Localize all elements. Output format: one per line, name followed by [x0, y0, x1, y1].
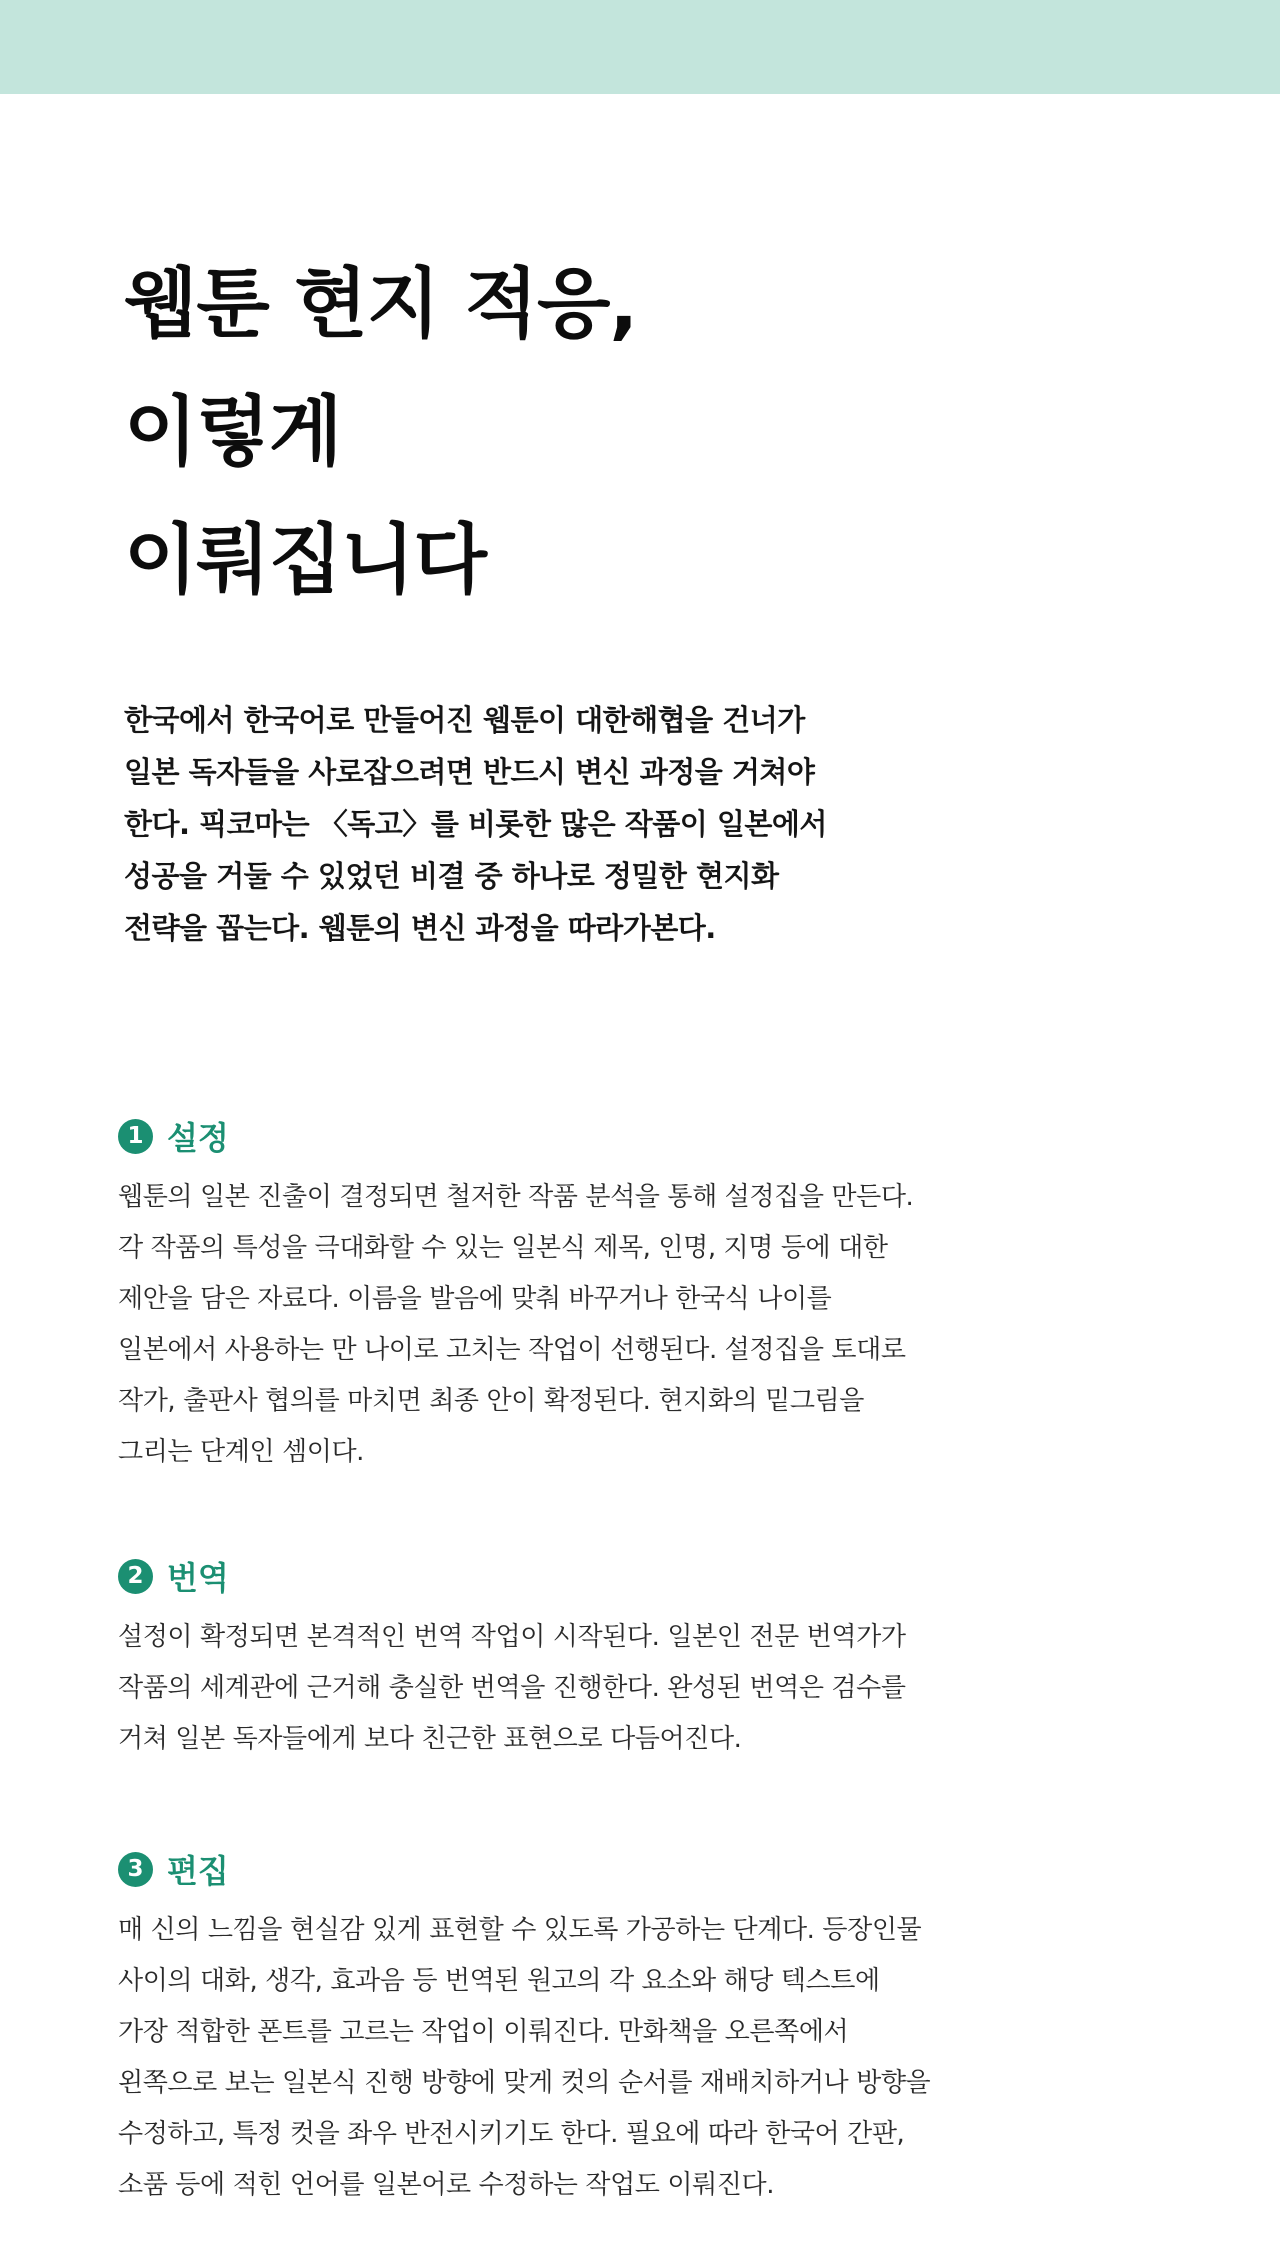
- body-line: 거쳐 일본 독자들에게 보다 친근한 표현으로 다듬어진다.: [118, 1724, 742, 1754]
- page-title: [124, 240, 637, 624]
- body-line: 그리는 단계인 셈이다.: [118, 1437, 365, 1467]
- intro-line: 전략을 꼽는다. 웹툰의 변신 과정을 따라가본다.: [124, 911, 716, 945]
- body-line: 작가, 출판사 협의를 마치면 최종 안이 확정된다. 현지화의 밑그림을: [118, 1386, 864, 1416]
- intro-line: 한국에서 한국어로 만들어진 웹툰이 대한해협을 건너가: [124, 703, 805, 737]
- section-heading: [118, 1552, 1158, 1600]
- section-editing: [118, 1845, 1158, 2211]
- section-heading-text: 편집: [167, 1852, 229, 1890]
- intro-line: 한다. 픽코마는 〈독고〉를 비롯한 많은 작품이 일본에서: [124, 807, 827, 841]
- intro-line: 성공을 거둘 수 있었던 비결 중 하나로 정밀한 현지화: [124, 859, 779, 893]
- section-heading-text: 설정: [167, 1119, 229, 1157]
- section-setting: [118, 1112, 1158, 1478]
- step-number-badge: 3: [118, 1852, 153, 1887]
- section-heading: [118, 1845, 1158, 1893]
- body-line: 제안을 담은 자료다. 이름을 발음에 맞춰 바꾸거나 한국식 나이를: [118, 1284, 832, 1314]
- section-body: [118, 1612, 1158, 1765]
- step-number-badge: 1: [118, 1119, 153, 1154]
- body-line: 각 작품의 특성을 극대화할 수 있는 일본식 제목, 인명, 지명 등에 대한: [118, 1233, 888, 1263]
- title-line: 이뤄집니다: [124, 515, 487, 604]
- intro-paragraph: [124, 694, 1024, 954]
- intro-line: 일본 독자들을 사로잡으려면 반드시 변신 과정을 거쳐야: [124, 755, 815, 789]
- body-line: 수정하고, 특정 컷을 좌우 반전시키기도 한다. 필요에 따라 한국어 간판,: [118, 2119, 905, 2149]
- body-line: 웹툰의 일본 진출이 결정되면 철저한 작품 분석을 통해 설정집을 만든다.: [118, 1182, 914, 1212]
- body-line: 소품 등에 적힌 언어를 일본어로 수정하는 작업도 이뤄진다.: [118, 2170, 775, 2200]
- body-line: 설정이 확정되면 본격적인 번역 작업이 시작된다. 일본인 전문 번역가가: [118, 1622, 906, 1652]
- body-line: 가장 적합한 폰트를 고르는 작업이 이뤄진다. 만화책을 오른쪽에서: [118, 2017, 849, 2047]
- section-heading-text: 번역: [167, 1559, 229, 1597]
- section-translation: [118, 1552, 1158, 1765]
- section-body: [118, 1905, 1158, 2211]
- title-line: 웹툰 현지 적응,: [124, 259, 638, 348]
- section-heading: [118, 1112, 1158, 1160]
- title-line: 이렇게: [124, 387, 342, 476]
- body-line: 왼쪽으로 보는 일본식 진행 방향에 맞게 컷의 순서를 재배치하거나 방향을: [118, 2068, 931, 2098]
- section-body: [118, 1172, 1158, 1478]
- step-number-badge: 2: [118, 1559, 153, 1594]
- top-color-band: [0, 0, 1280, 94]
- body-line: 일본에서 사용하는 만 나이로 고치는 작업이 선행된다. 설정집을 토대로: [118, 1335, 906, 1365]
- body-line: 매 신의 느낌을 현실감 있게 표현할 수 있도록 가공하는 단계다. 등장인물: [118, 1915, 922, 1945]
- body-line: 사이의 대화, 생각, 효과음 등 번역된 원고의 각 요소와 해당 텍스트에: [118, 1966, 880, 1996]
- body-line: 작품의 세계관에 근거해 충실한 번역을 진행한다. 완성된 번역은 검수를: [118, 1673, 906, 1703]
